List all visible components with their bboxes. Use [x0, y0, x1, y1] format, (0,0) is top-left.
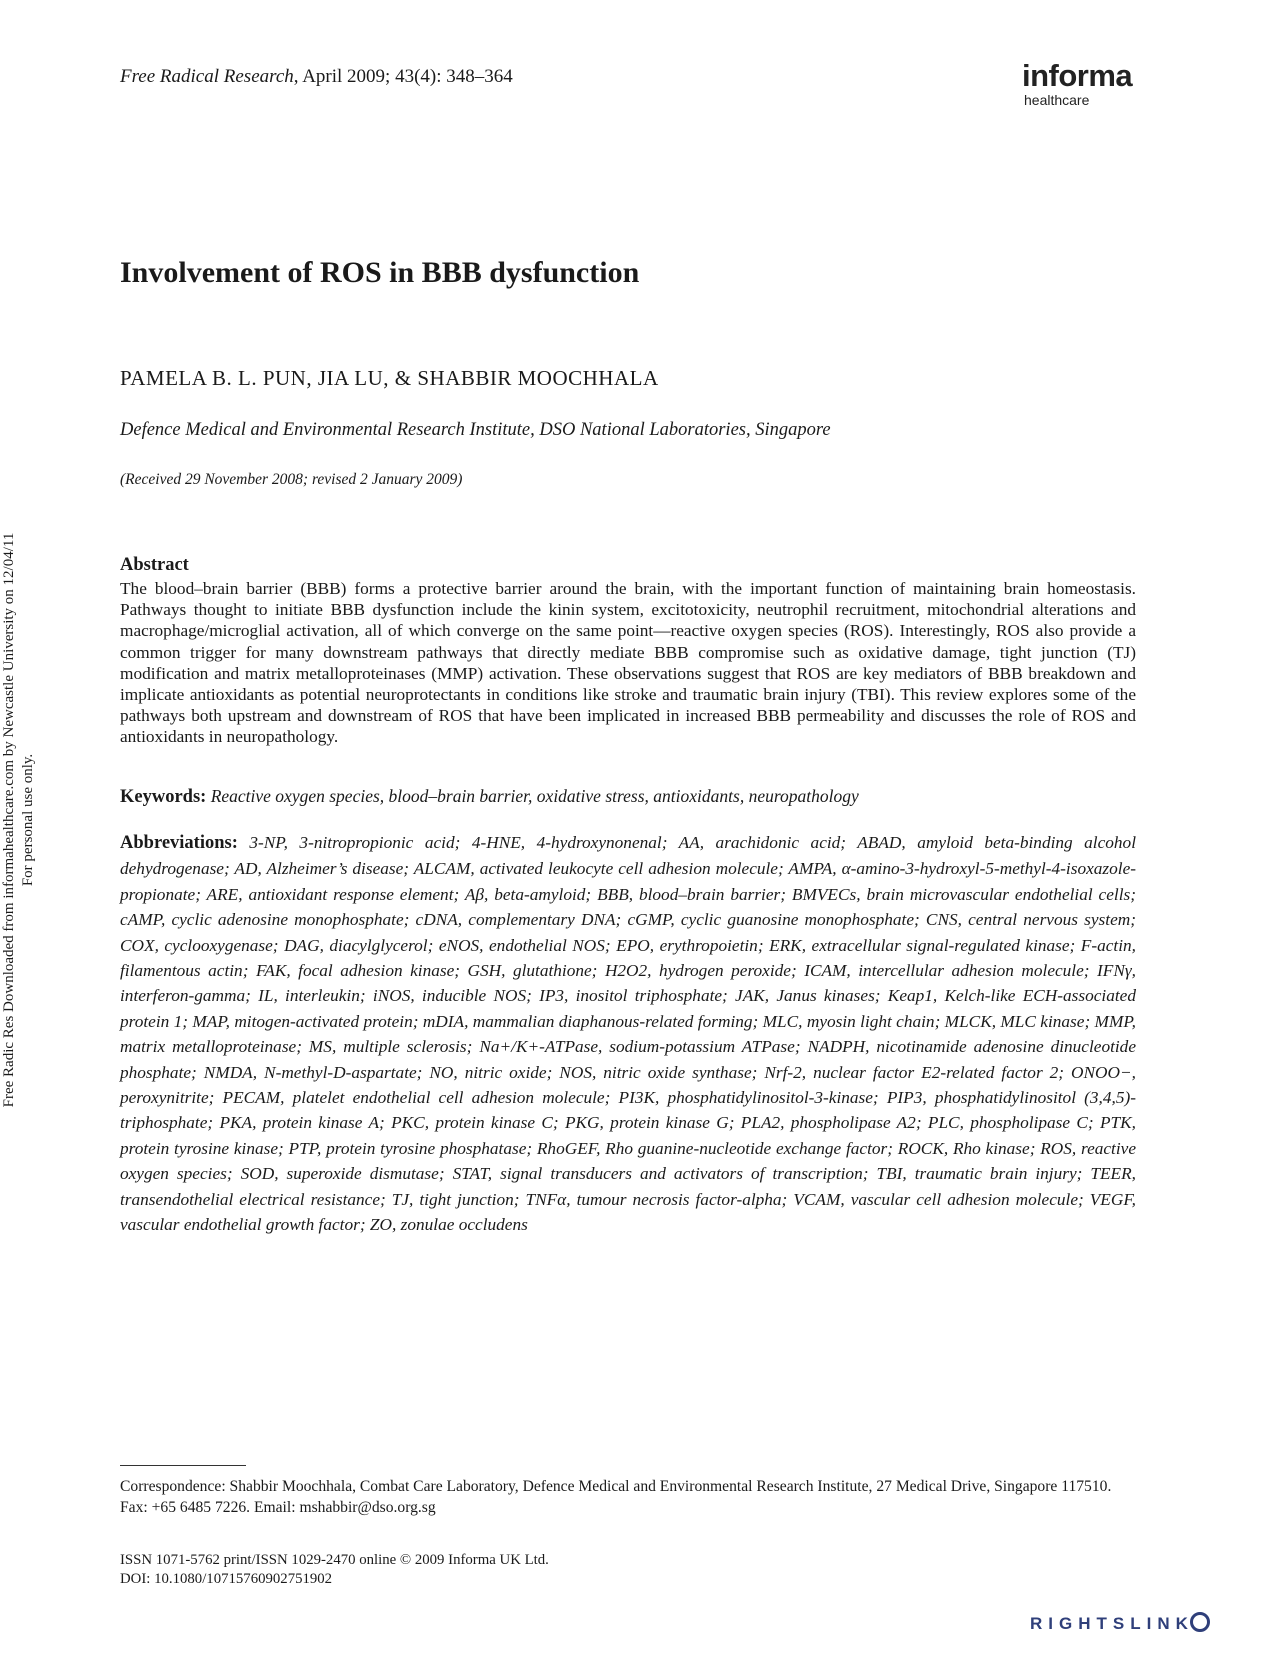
abstract-body: The blood–brain barrier (BBB) forms a protective barrier around the brain, with the important function of maintaining brain homeostasis. Pathways thought to initiate BBB dysfunction include the kinin system, excitotoxicity, neutrophil recruitment, mitochondrial alterations and macrophage/microglial activation, all of which converge on the same point—reactive oxygen species (ROS). Interestingly, ROS also provide a common trigger for many downstream pathways that directly mediate BBB compromise such as oxidative damage, tight junction (TJ) modification and matrix metalloproteinases (MMP) activation. These observations suggest that ROS are key mediators of BBB breakdown and implicate antioxidants as potential neuroprotectants in conditions like stroke and traumatic brain injury (TBI). This review explores some of the pathways both upstream and downstream of ROS that have been implicated in increased BBB permeability and discusses the role of ROS and antioxidants in neuropathology.: [120, 579, 1136, 747]
journal-name: Free Radical Research: [120, 66, 294, 87]
abbreviations-text: 3-NP, 3-nitropropionic acid; 4-HNE, 4-hydroxynonenal; AA, arachidonic acid; ABAD, amyloid beta-binding alcohol dehydrogenase; AD, Alzheimer’s disease; ALCAM, activated leukocyte cell adhesion molecule; AMPA, α-amino-3-hydroxyl-5-methyl-4-isoxazole-propionate; ARE, antioxidant response element; Aβ, beta-amyloid; BBB, blood–brain barrier; BMVECs, brain microvascular endothelial cells; cAMP, cyclic adenosine monophosphate; cDNA, complementary DNA; cGMP, cyclic guanosine monophosphate; CNS, central nervous system; COX, cyclooxygenase; DAG, diacylglycerol; eNOS, endothelial NOS; EPO, erythropoietin; ERK, extracellular signal-regulated kinase; F-actin, filamentous actin; FAK, focal adhesion kinase; GSH, glutathione; H2O2, hydrogen peroxide; ICAM, intercellular adhesion molecule; IFNγ, interferon-gamma; IL, interleukin; iNOS, inducible NOS; IP3, inositol triphosphate; JAK, Janus kinases; Keap1, Kelch-like ECH-associated protein 1; MAP, mitogen-activated protein; mDIA, mammalian diaphanous-related forming; MLC, myosin light chain; MLCK, MLC kinase; MMP, matrix metalloproteinase; MS, multiple sclerosis; Na+/K+-ATPase, sodium-potassium ATPase; NADPH, nicotinamide adenosine dinucleotide phosphate; NMDA, N-methyl-D-aspartate; NO, nitric oxide; NOS, nitric oxide synthase; Nrf-2, nuclear factor E2-related factor 2; ONOO−, peroxynitrite; PECAM, platelet endothelial cell adhesion molecule; PI3K, phosphatidylinositol-3-kinase; PIP3, phosphatidylinositol (3,4,5)-triphosphate; PKA, protein kinase A; PKC, protein kinase C; PKG, protein kinase G; PLA2, phospholipase A2; PLC, phospholipase C; PTK, protein tyrosine kinase; PTP, protein tyrosine phosphatase; RhoGEF, Rho guanine-nucleotide exchange factor; ROCK, Rho kinase; ROS, reactive oxygen species; SOD, superoxide dismutase; STAT, signal transducers and activators of transcription; TBI, traumatic brain injury; TEER, transendothelial electrical resistance; TJ, tight junction; TNFα, tumour necrosis factor-alpha; VCAM, vascular cell adhesion molecule; VEGF, vascular endothelial growth factor; ZO, zonulae occludens: [120, 833, 1136, 1235]
publication-info: [120, 1551, 549, 1589]
keywords-text: Reactive oxygen species, blood–brain barrier, oxidative stress, antioxidants, neuropathology: [210, 786, 859, 806]
rightslink-icon: [1190, 1612, 1210, 1632]
keywords-label: Keywords:: [120, 787, 207, 807]
rightslink-label: RIGHTSLINK: [1030, 1614, 1194, 1633]
journal-issue: , April 2009; 43(4): 348–364: [293, 66, 513, 87]
article-title: Involvement of ROS in BBB dysfunction: [120, 256, 640, 289]
correspondence: Correspondence: Shabbir Moochhala, Combat Care Laboratory, Defence Medical and Environmental Research Institute, 27 Medical Drive, Singapore 117510. Fax: +65 6485 7226. Email: mshabbir@dso.org.sg: [120, 1478, 1112, 1516]
watermark-line-2: For personal use only.: [20, 753, 36, 887]
authors: PAMELA B. L. PUN, JIA LU, & SHABBIR MOOCHHALA: [120, 366, 659, 390]
affiliation: Defence Medical and Environmental Research Institute, DSO National Laboratories, Singapore: [120, 420, 831, 440]
watermark-line-1: Free Radic Res Downloaded from informahealthcare.com by Newcastle University on 12/04/11: [1, 532, 17, 1108]
rightslink-badge[interactable]: [1030, 1612, 1210, 1634]
abbreviations: [120, 830, 1136, 1238]
abbreviations-label: Abbreviations:: [120, 833, 238, 853]
doi: DOI: 10.1080/10715760902751902: [120, 1571, 333, 1587]
publisher-logo: [1022, 60, 1132, 108]
download-watermark: [0, 0, 60, 1655]
footnote-rule: [120, 1465, 246, 1466]
abstract-heading: Abstract: [120, 555, 189, 575]
journal-citation: [120, 66, 513, 88]
keywords: [120, 786, 1136, 808]
issn: ISSN 1071-5762 print/ISSN 1029-2470 online © 2009 Informa UK Ltd.: [120, 1552, 549, 1568]
received-dates: (Received 29 November 2008; revised 2 January 2009): [120, 471, 463, 488]
logo-sub: healthcare: [1024, 92, 1090, 108]
logo-name: informa: [1022, 58, 1133, 93]
